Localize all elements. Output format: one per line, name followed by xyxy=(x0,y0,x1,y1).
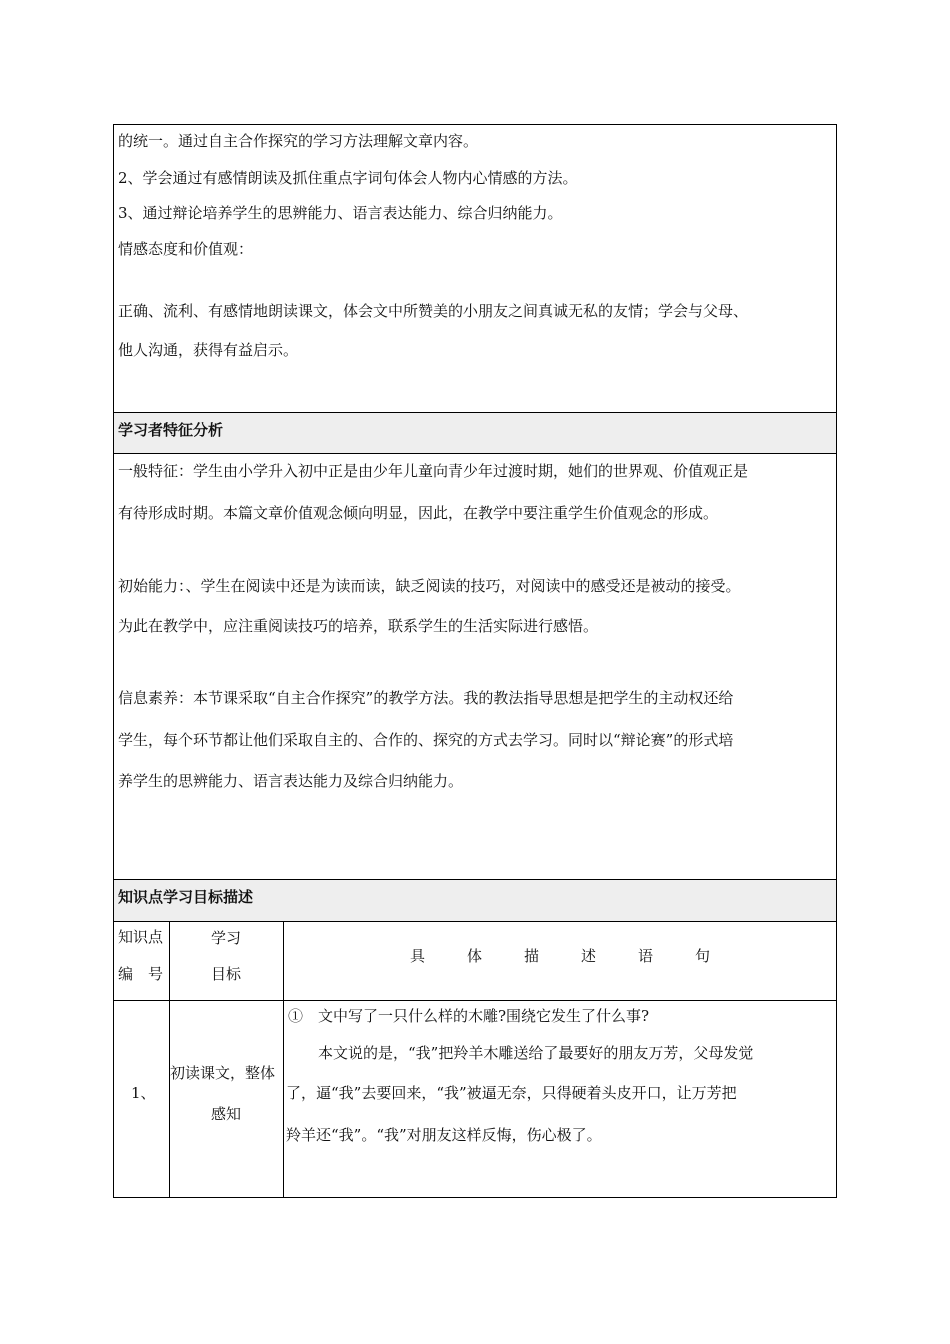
info-literacy-line-3: 养学生的思辨能力、语言表达能力及综合归纳能力。 xyxy=(118,772,464,790)
objective-item-3: 3、通过辩论培养学生的思辨能力、语言表达能力、综合归纳能力。 xyxy=(118,204,563,222)
knowledge-heading: 知识点学习目标描述 xyxy=(118,888,254,906)
col-goal-header-line-1: 学习 xyxy=(211,929,242,947)
lesson-table-frame xyxy=(113,124,837,1198)
affect-label: 情感态度和价值观： xyxy=(118,240,254,258)
col-goal-header-line-2: 目标 xyxy=(211,965,242,983)
section-divider xyxy=(113,921,837,922)
general-traits-line-1: 一般特征：学生由小学升入初中正是由少年儿童向青少年过渡时期，她们的世界观、价值观正是 xyxy=(118,462,749,480)
col-knowledge-header-line-1: 知识点 xyxy=(118,928,164,946)
row1-answer-line-2: 了，逼“我”去要回来，“我”被逼无奈，只得硬着头皮开口，让万芳把 xyxy=(286,1084,737,1102)
section-divider xyxy=(113,453,837,454)
affect-text-line-2: 他人沟通，获得有益启示。 xyxy=(118,341,299,359)
row1-answer-line-3: 羚羊还“我”。“我”对朋友这样反悔，伤心极了。 xyxy=(286,1126,602,1144)
objective-item-2: 2、学会通过有感情朗读及抓住重点字词句体会人物内心情感的方法。 xyxy=(118,169,578,187)
row-divider xyxy=(113,1000,837,1001)
info-literacy-line-2: 学生，每个环节都让他们采取自主的、合作的、探究的方式去学习。同时以“辩论赛”的形式培 xyxy=(118,731,734,749)
row1-goal-line-2: 感知 xyxy=(211,1105,242,1123)
initial-ability-line-1: 初始能力：、学生在阅读中还是为读而读，缺乏阅读的技巧，对阅读中的感受还是被动的接受。 xyxy=(118,577,741,595)
learner-heading: 学习者特征分析 xyxy=(118,421,224,439)
row1-question: ① 文中写了一只什么样的木雕?围绕它发生了什么事? xyxy=(288,1007,650,1025)
objective-continuation: 的统一。通过自主合作探究的学习方法理解文章内容。 xyxy=(118,132,479,150)
initial-ability-line-2: 为此在教学中，应注重阅读技巧的培养，联系学生的生活实际进行感悟。 xyxy=(118,617,599,635)
affect-text-line-1: 正确、流利、有感情地朗读课文，体会文中所赞美的小朋友之间真诚无私的友情；学会与父母、 xyxy=(118,302,749,320)
general-traits-line-2: 有待形成时期。本篇文章价值观念倾向明显，因此，在教学中要注重学生价值观念的形成。 xyxy=(118,504,719,522)
row1-answer-line-1: 本文说的是，“我”把羚羊木雕送给了最要好的朋友万芳，父母发觉 xyxy=(318,1044,754,1062)
col-knowledge-header-line-2: 编 号 xyxy=(118,965,164,983)
row1-number: 1、 xyxy=(131,1084,156,1102)
row1-goal-line-1: 初读课文，整体 xyxy=(170,1064,276,1082)
column-divider xyxy=(169,921,170,1198)
info-literacy-line-1: 信息素养：本节课采取“自主合作探究”的教学方法。我的教法指导思想是把学生的主动权还给 xyxy=(118,689,734,707)
col-description-header: 具体描述语句 xyxy=(409,947,752,965)
